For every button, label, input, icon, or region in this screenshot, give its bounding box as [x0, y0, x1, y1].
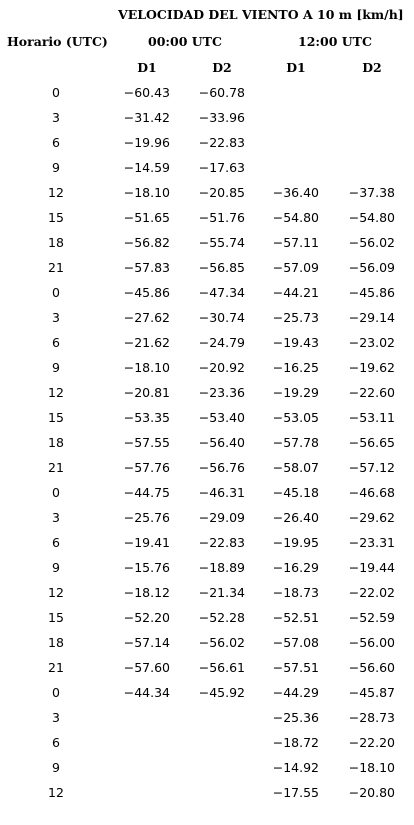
- cell-12utc-d2: −56.65: [348, 435, 395, 450]
- cell-00utc-d2: −47.34: [198, 285, 245, 300]
- table-row: [0, 232, 414, 257]
- table-row: [0, 707, 414, 732]
- cell-00utc-d1: −14.59: [123, 160, 170, 175]
- cell-00utc-d1: −20.81: [123, 385, 170, 400]
- cell-12utc-d2: −56.00: [348, 635, 395, 650]
- table-row: [0, 82, 414, 107]
- header-group-00utc: 00:00 UTC: [148, 34, 222, 49]
- cell-horario: 18: [48, 235, 64, 250]
- cell-12utc-d2: −37.38: [348, 185, 395, 200]
- subheader-12-d1: D1: [286, 60, 306, 75]
- cell-00utc-d2: −51.76: [198, 210, 245, 225]
- cell-00utc-d1: −19.41: [123, 535, 170, 550]
- cell-00utc-d2: −52.28: [198, 610, 245, 625]
- cell-12utc-d2: −53.11: [348, 410, 395, 425]
- cell-12utc-d2: −29.14: [348, 310, 395, 325]
- cell-12utc-d2: −46.68: [348, 485, 395, 500]
- cell-12utc-d1: −57.09: [272, 260, 319, 275]
- cell-12utc-d1: −53.05: [272, 410, 319, 425]
- cell-00utc-d1: −51.65: [123, 210, 170, 225]
- cell-00utc-d1: −18.12: [123, 585, 170, 600]
- cell-12utc-d2: −20.80: [348, 785, 395, 800]
- cell-horario: 3: [52, 310, 60, 325]
- cell-horario: 15: [48, 610, 64, 625]
- cell-00utc-d1: −45.86: [123, 285, 170, 300]
- header-group-12utc: 12:00 UTC: [298, 34, 372, 49]
- cell-horario: 21: [48, 660, 64, 675]
- cell-horario: 18: [48, 435, 64, 450]
- cell-12utc-d1: −45.18: [272, 485, 319, 500]
- table-row: [0, 107, 414, 132]
- cell-12utc-d2: −56.02: [348, 235, 395, 250]
- cell-horario: 21: [48, 460, 64, 475]
- cell-00utc-d1: −18.10: [123, 185, 170, 200]
- cell-00utc-d2: −20.92: [198, 360, 245, 375]
- cell-horario: 3: [52, 510, 60, 525]
- cell-horario: 6: [52, 135, 60, 150]
- table-row: [0, 407, 414, 432]
- cell-00utc-d2: −29.09: [198, 510, 245, 525]
- cell-00utc-d1: −19.96: [123, 135, 170, 150]
- cell-00utc-d2: −56.40: [198, 435, 245, 450]
- cell-12utc-d2: −19.44: [348, 560, 395, 575]
- table-row: [0, 782, 414, 807]
- cell-12utc-d1: −17.55: [272, 785, 319, 800]
- cell-00utc-d1: −18.10: [123, 360, 170, 375]
- cell-00utc-d2: −18.89: [198, 560, 245, 575]
- table-row: [0, 382, 414, 407]
- cell-horario: 12: [48, 785, 64, 800]
- cell-12utc-d2: −18.10: [348, 760, 395, 775]
- table-row: [0, 682, 414, 707]
- cell-00utc-d1: −31.42: [123, 110, 170, 125]
- table-row: [0, 207, 414, 232]
- table-row: [0, 482, 414, 507]
- cell-horario: 3: [52, 110, 60, 125]
- table-row: [0, 457, 414, 482]
- cell-horario: 12: [48, 185, 64, 200]
- cell-12utc-d2: −23.31: [348, 535, 395, 550]
- cell-12utc-d1: −25.73: [272, 310, 319, 325]
- cell-00utc-d2: −45.92: [198, 685, 245, 700]
- cell-00utc-d2: −56.02: [198, 635, 245, 650]
- cell-00utc-d1: −21.62: [123, 335, 170, 350]
- cell-12utc-d2: −56.60: [348, 660, 395, 675]
- cell-horario: 6: [52, 335, 60, 350]
- table-row: [0, 307, 414, 332]
- cell-12utc-d1: −57.08: [272, 635, 319, 650]
- cell-00utc-d2: −56.85: [198, 260, 245, 275]
- cell-12utc-d1: −26.40: [272, 510, 319, 525]
- cell-12utc-d1: −18.72: [272, 735, 319, 750]
- cell-12utc-d1: −54.80: [272, 210, 319, 225]
- cell-12utc-d2: −29.62: [348, 510, 395, 525]
- cell-00utc-d1: −44.34: [123, 685, 170, 700]
- cell-12utc-d1: −58.07: [272, 460, 319, 475]
- cell-00utc-d1: −57.76: [123, 460, 170, 475]
- cell-horario: 18: [48, 635, 64, 650]
- cell-12utc-d2: −22.02: [348, 585, 395, 600]
- cell-12utc-d2: −45.87: [348, 685, 395, 700]
- cell-12utc-d2: −19.62: [348, 360, 395, 375]
- table-row: [0, 257, 414, 282]
- cell-12utc-d2: −22.20: [348, 735, 395, 750]
- cell-00utc-d2: −46.31: [198, 485, 245, 500]
- cell-00utc-d1: −25.76: [123, 510, 170, 525]
- cell-12utc-d2: −28.73: [348, 710, 395, 725]
- cell-12utc-d1: −36.40: [272, 185, 319, 200]
- cell-00utc-d1: −44.75: [123, 485, 170, 500]
- table-title: VELOCIDAD DEL VIENTO A 10 m [km/h]: [118, 7, 404, 22]
- table-row: [0, 332, 414, 357]
- cell-00utc-d1: −56.82: [123, 235, 170, 250]
- table-row: [0, 132, 414, 157]
- cell-12utc-d1: −19.29: [272, 385, 319, 400]
- table-row: [0, 532, 414, 557]
- table-row: [0, 732, 414, 757]
- cell-horario: 15: [48, 410, 64, 425]
- table-row: [0, 557, 414, 582]
- cell-horario: 0: [52, 685, 60, 700]
- table-row: [0, 607, 414, 632]
- cell-horario: 9: [52, 560, 60, 575]
- subheader-00-d1: D1: [137, 60, 157, 75]
- cell-00utc-d2: −60.78: [198, 85, 245, 100]
- cell-00utc-d2: −22.83: [198, 135, 245, 150]
- cell-12utc-d1: −57.51: [272, 660, 319, 675]
- cell-12utc-d2: −56.09: [348, 260, 395, 275]
- cell-12utc-d2: −23.02: [348, 335, 395, 350]
- cell-12utc-d1: −19.95: [272, 535, 319, 550]
- table-row: [0, 582, 414, 607]
- table-row: [0, 282, 414, 307]
- table-row: [0, 632, 414, 657]
- cell-horario: 9: [52, 360, 60, 375]
- cell-00utc-d2: −24.79: [198, 335, 245, 350]
- cell-12utc-d2: −57.12: [348, 460, 395, 475]
- cell-00utc-d2: −21.34: [198, 585, 245, 600]
- cell-12utc-d2: −54.80: [348, 210, 395, 225]
- subheader-12-d2: D2: [362, 60, 382, 75]
- cell-12utc-d1: −19.43: [272, 335, 319, 350]
- cell-00utc-d2: −17.63: [198, 160, 245, 175]
- cell-00utc-d2: −33.96: [198, 110, 245, 125]
- cell-00utc-d1: −57.14: [123, 635, 170, 650]
- cell-00utc-d1: −52.20: [123, 610, 170, 625]
- table-row: [0, 432, 414, 457]
- cell-00utc-d1: −57.55: [123, 435, 170, 450]
- cell-12utc-d1: −52.51: [272, 610, 319, 625]
- cell-00utc-d1: −15.76: [123, 560, 170, 575]
- cell-12utc-d1: −14.92: [272, 760, 319, 775]
- cell-12utc-d1: −18.73: [272, 585, 319, 600]
- cell-horario: 9: [52, 760, 60, 775]
- cell-12utc-d1: −44.29: [272, 685, 319, 700]
- cell-00utc-d2: −56.76: [198, 460, 245, 475]
- cell-horario: 0: [52, 485, 60, 500]
- table-row: [0, 357, 414, 382]
- cell-horario: 6: [52, 535, 60, 550]
- subheader-00-d2: D2: [212, 60, 232, 75]
- cell-12utc-d1: −57.11: [272, 235, 319, 250]
- cell-00utc-d1: −60.43: [123, 85, 170, 100]
- cell-00utc-d1: −53.35: [123, 410, 170, 425]
- cell-00utc-d2: −22.83: [198, 535, 245, 550]
- cell-00utc-d2: −30.74: [198, 310, 245, 325]
- cell-12utc-d1: −44.21: [272, 285, 319, 300]
- table-row: [0, 182, 414, 207]
- cell-00utc-d1: −57.83: [123, 260, 170, 275]
- table-body: [0, 82, 414, 807]
- cell-00utc-d1: −27.62: [123, 310, 170, 325]
- cell-00utc-d2: −20.85: [198, 185, 245, 200]
- cell-12utc-d1: −57.78: [272, 435, 319, 450]
- cell-00utc-d2: −23.36: [198, 385, 245, 400]
- cell-00utc-d1: −57.60: [123, 660, 170, 675]
- table-row: [0, 507, 414, 532]
- cell-12utc-d2: −22.60: [348, 385, 395, 400]
- cell-12utc-d2: −45.86: [348, 285, 395, 300]
- cell-00utc-d2: −56.61: [198, 660, 245, 675]
- cell-12utc-d1: −16.29: [272, 560, 319, 575]
- cell-00utc-d2: −55.74: [198, 235, 245, 250]
- cell-horario: 12: [48, 385, 64, 400]
- cell-horario: 3: [52, 710, 60, 725]
- header-horario: Horario (UTC): [7, 34, 108, 49]
- cell-horario: 0: [52, 85, 60, 100]
- cell-horario: 21: [48, 260, 64, 275]
- cell-horario: 6: [52, 735, 60, 750]
- table-row: [0, 657, 414, 682]
- cell-12utc-d1: −16.25: [272, 360, 319, 375]
- cell-12utc-d1: −25.36: [272, 710, 319, 725]
- cell-00utc-d2: −53.40: [198, 410, 245, 425]
- table-row: [0, 757, 414, 782]
- table-row: [0, 157, 414, 182]
- cell-horario: 9: [52, 160, 60, 175]
- cell-horario: 12: [48, 585, 64, 600]
- cell-12utc-d2: −52.59: [348, 610, 395, 625]
- cell-horario: 15: [48, 210, 64, 225]
- cell-horario: 0: [52, 285, 60, 300]
